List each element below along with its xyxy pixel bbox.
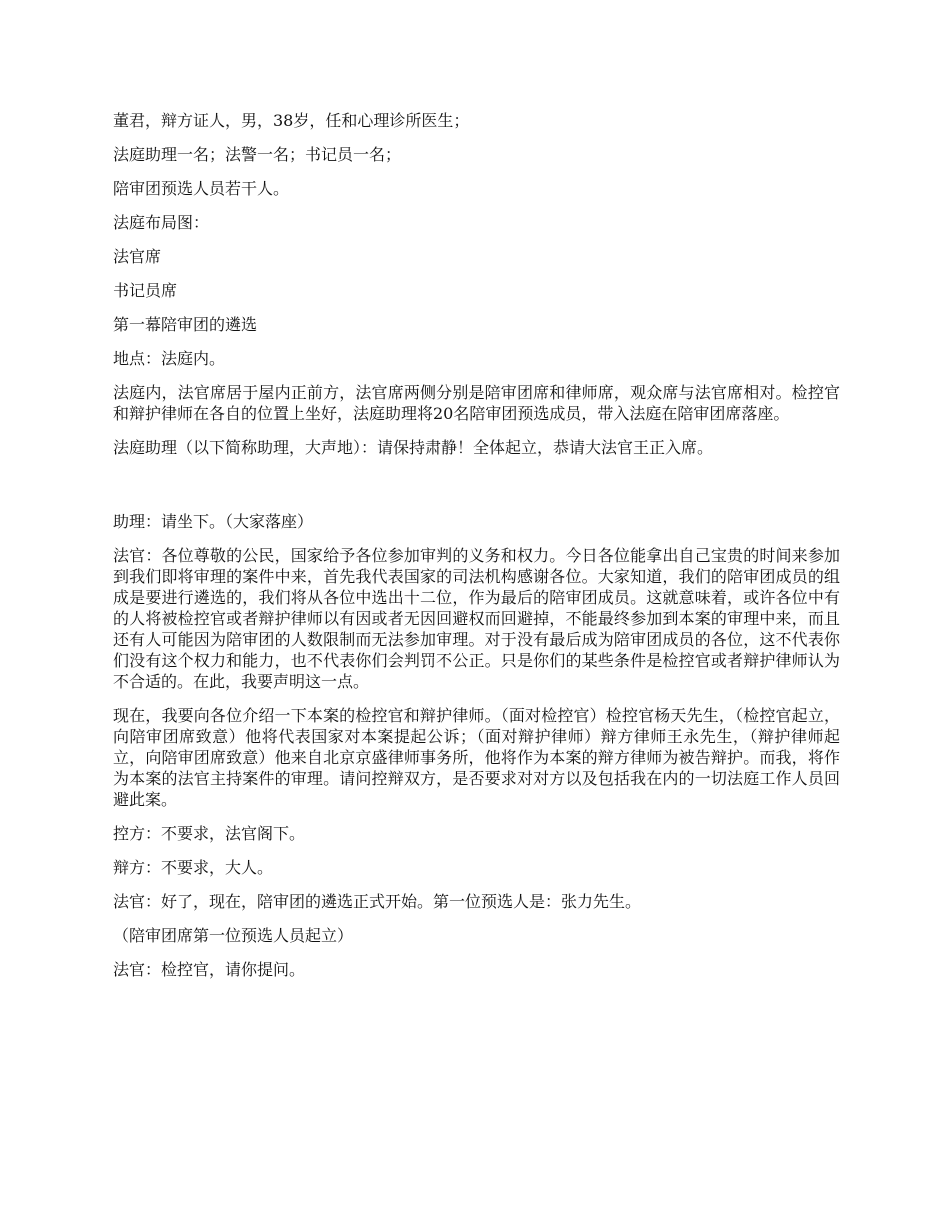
paragraph-witness-dong: 董君，辩方证人，男，38岁，任和心理诊所医生；: [113, 111, 470, 130]
paragraph-introduction: 现在，我要向各位介绍一下本案的检控官和辩护律师。（面对检控官）检控官杨天先生，（检控官起立，向陪审团席致意）他将代表国家对本案提起公诉；（面对辩护律师）辩方律师王永先生，（辩护律师起立，向陪审团席致意）他来自北京京盛律师事务所，他将作为本案的辩方律师为被告辩护。而我，将作为本案的法官主持案件的审理。请问控辩双方，是否要求对对方以及包括我在内的一切法庭工作人员回避此案。: [113, 706, 840, 809]
paragraph-defense-reply: 辩方：不要求，大人。: [113, 858, 274, 877]
paragraph-location: 地点：法庭内。: [113, 349, 226, 368]
paragraph-jury-candidates: 陪审团预选人员若干人。: [113, 179, 290, 198]
paragraph-judge-question: 法官：检控官，请你提问。: [113, 960, 306, 979]
paragraph-scene-description: 法庭内，法官席居于屋内正前方，法官席两侧分别是陪审团席和律师席，观众席与法官席相对。检控官和辩护律师在各自的位置上坐好，法庭助理将20名陪审团预选成员，带入法庭在陪审团席落座。: [113, 383, 840, 423]
paragraph-assistant-call: 法庭助理（以下简称助理，大声地）：请保持肃静！全体起立，恭请大法官王正入席。: [113, 438, 714, 457]
paragraph-layout-heading: 法庭布局图：: [113, 213, 210, 232]
paragraph-act-one-title: 第一幕陪审团的遴选: [113, 315, 258, 334]
paragraph-judge-speech: 法官：各位尊敬的公民，国家给予各位参加审判的义务和权力。今日各位能拿出自己宝贵的时间来参加到我们即将审理的案件中来，首先我代表国家的司法机构感谢各位。大家知道，我们的陪审团成员的组成是要进行遴选的，我们将从各位中选出十二位，作为最后的陪审团成员。这就意味着，或许各位中有的人将被检控官或者辩护律师以有因或者无因回避权而回避掉，不能最终参加到本案的审理中来，而且还有人可能因为陪审团的人数限制而无法参加审理。对于没有最后成为陪审团成员的各位，这不代表你们没有这个权力和能力，也不代表你们会判罚不公正。只是你们的某些条件是检控官或者辩护律师认为不合适的。在此，我要声明这一点。: [113, 546, 840, 691]
paragraph-selection-start: 法官：好了，现在，陪审团的遴选正式开始。第一位预选人是：张力先生。: [113, 892, 642, 911]
document-page: [113, 110, 840, 993]
paragraph-assistant-sit: 助理：请坐下。（大家落座）: [113, 512, 314, 531]
paragraph-court-staff: 法庭助理一名；法警一名；书记员一名；: [113, 145, 402, 164]
paragraph-prosecution-reply: 控方：不要求，法官阁下。: [113, 824, 306, 843]
blank-gap: [113, 471, 840, 511]
paragraph-stage-direction: （陪审团席第一位预选人员起立）: [113, 926, 354, 945]
paragraph-clerk-seat: 书记员席: [113, 281, 178, 300]
paragraph-judge-seat: 法官席: [113, 247, 162, 266]
